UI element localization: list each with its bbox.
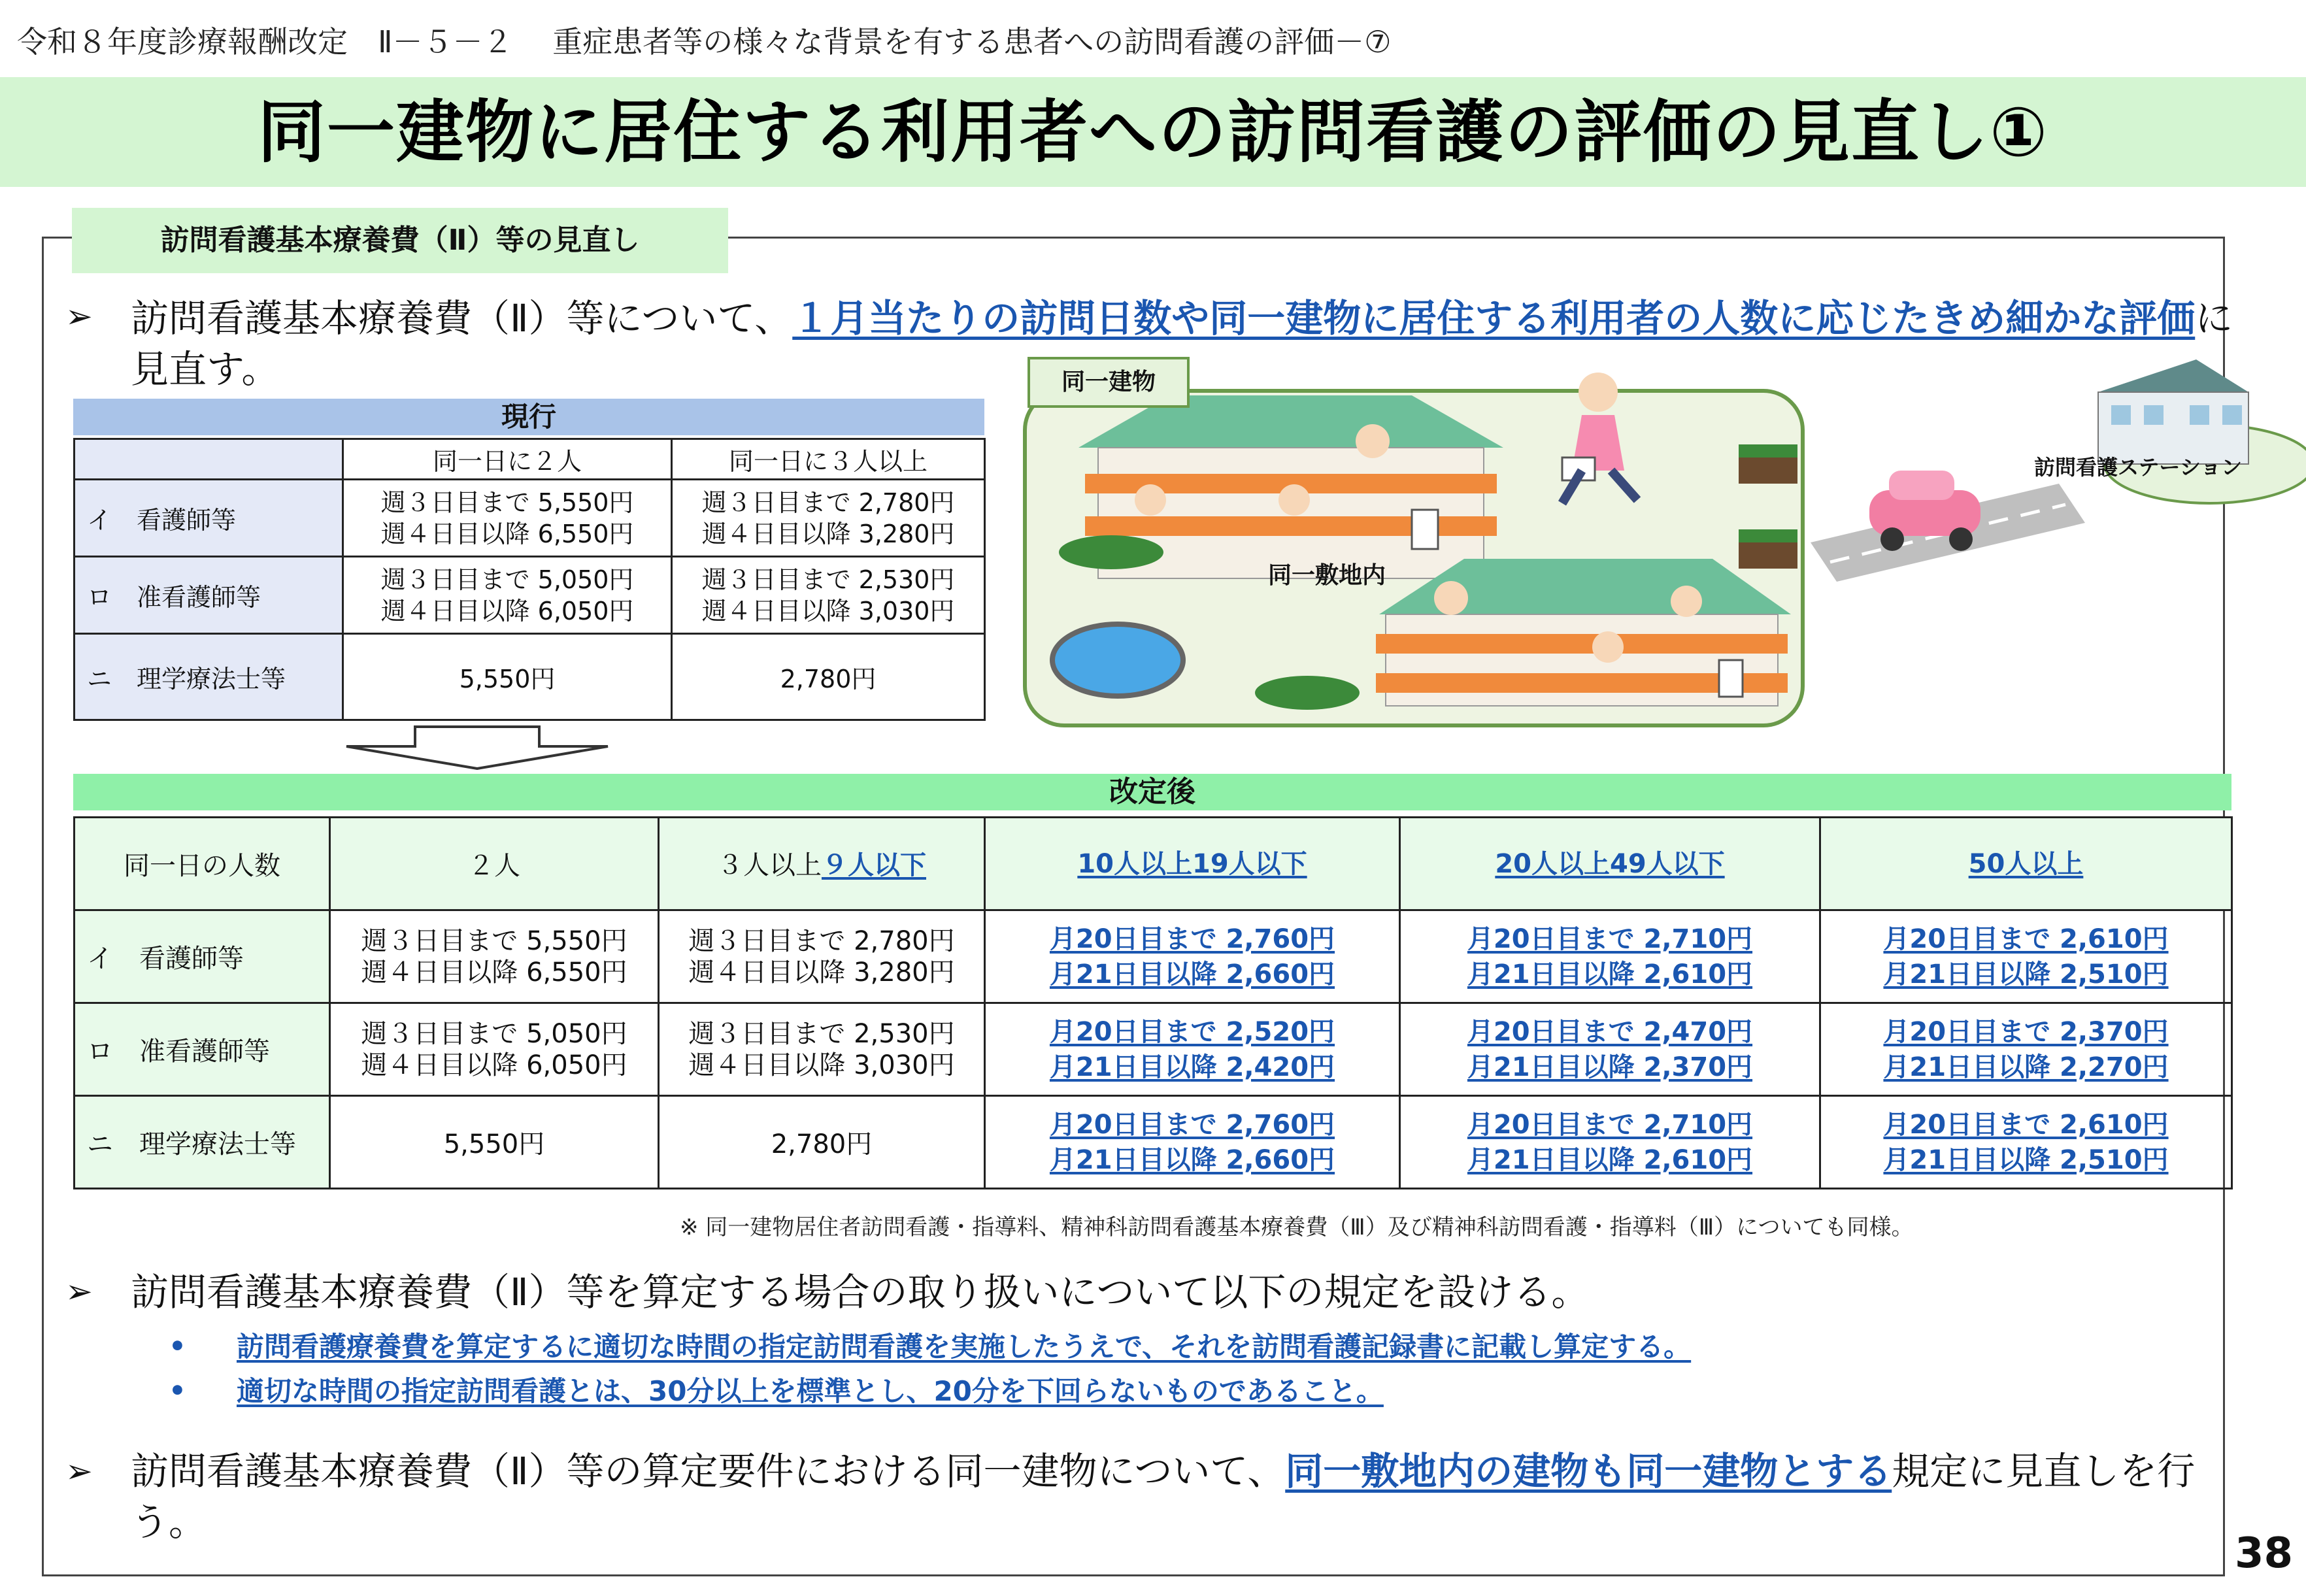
new-header-2: ２人 [330,818,659,910]
station-label: 訪問看護ステーション [2034,455,2243,480]
table-cell: 月20日目まで 2,710円 月21日目以降 2,610円 [1400,1096,1820,1189]
down-arrow-icon [343,725,611,770]
current-table [73,438,986,721]
table-cell: 月20日目まで 2,610円 月21日目以降 2,510円 [1820,1096,2232,1189]
row-label: イ 看護師等 [75,910,330,1003]
row-label: ロ 准看護師等 [75,1003,330,1096]
bullet-marker: ➢ [65,297,93,335]
new-table [73,816,2233,1189]
sub-bullet-marker: • [169,1330,186,1362]
current-header-empty [75,439,343,480]
bullet2-text: 訪問看護基本療養費（Ⅱ）等を算定する場合の取り扱いについて以下の規定を設ける。 [131,1270,1590,1314]
table-cell: 月20日目まで 2,370円 月21日目以降 2,270円 [1820,1003,2232,1096]
page-title: 同一建物に居住する利用者への訪問看護の評価の見直し① [257,92,2049,172]
table-row [75,634,985,720]
table-row [75,557,985,634]
table-cell: 月20日目まで 2,610円 月21日目以降 2,510円 [1820,910,2232,1003]
table-cell: 月20日目まで 2,710円 月21日目以降 2,610円 [1400,910,1820,1003]
bullet3-text: 訪問看護基本療養費（Ⅱ）等の算定要件における同一建物について、同一敷地内の建物も同一建物とする規定に見直しを行う。 [131,1449,2196,1544]
table-cell: 週３日目まで 5,050円 週４日目以降 6,050円 [343,557,672,634]
table-cell: 月20日目まで 2,470円 月21日目以降 2,370円 [1400,1003,1820,1096]
row-label: ニ 理学療法士等 [75,1096,330,1189]
table-cell: 月20日目まで 2,520円 月21日目以降 2,420円 [985,1003,1400,1096]
new-header-20-49: 20人以上49人以下 [1400,818,1820,910]
table-cell: 週３日目まで 2,530円 週４日目以降 3,030円 [659,1003,985,1096]
same-building-tag: 同一建物 [1028,357,1190,408]
table-cell: 週３日目まで 5,550円 週４日目以降 6,550円 [343,480,672,557]
breadcrumb: 令和８年度診療報酬改定 Ⅱ－５－２ 重症患者等の様々な背景を有する患者への訪問看護の評価－⑦ [17,24,1392,59]
table-cell: 月20日目まで 2,760円 月21日目以降 2,660円 [985,1096,1400,1189]
table-cell: 5,550円 [343,634,672,720]
bullet1-pre: 訪問看護基本療養費（Ⅱ）等について、 [131,296,793,341]
bullet-marker: ➢ [65,1272,93,1310]
table-cell: 2,780円 [659,1096,985,1189]
page-number: 38 [2234,1529,2293,1578]
bullet1-post: に見直す。 [131,296,2233,391]
same-site-label: 同一敷地内 [1268,562,1386,589]
row-label: イ 看護師等 [75,480,343,557]
current-header-2: 同一日に２人 [343,439,672,480]
bullet2-sub1: 訪問看護療養費を算定するに適切な時間の指定訪問看護を実施したうえで、それを訪問看護記録書に記載し算定する。 [237,1331,1692,1363]
new-header-50: 50人以上 [1820,818,2232,910]
table-cell: 週３日目まで 5,550円 週４日目以降 6,550円 [330,910,659,1003]
table-row [75,910,2232,1003]
table-cell: 5,550円 [330,1096,659,1189]
new-header-10-19: 10人以上19人以下 [985,818,1400,910]
section-tab: 訪問看護基本療養費（Ⅱ）等の見直し [72,208,728,273]
table-cell: 週３日目まで 2,530円 週４日目以降 3,030円 [672,557,985,634]
bullet2-sub2: 適切な時間の指定訪問看護とは、30分以上を標準とし、20分を下回らないものであること。 [237,1375,1384,1407]
table-note: ※ 同一建物居住者訪問看護・指導料、精神科訪問看護基本療養費（Ⅲ）及び精神科訪問看護・指導料（Ⅲ）についても同様。 [680,1214,1914,1240]
bullet1-highlight: １月当たりの訪問日数や同一建物に居住する利用者の人数に応じたきめ細かな評価 [792,296,2196,341]
new-band: 改定後 [73,774,2231,810]
illustration [1020,353,2306,732]
table-row [75,1096,2232,1189]
bullet-marker: ➢ [65,1452,93,1490]
table-cell: 週３日目まで 5,050円 週４日目以降 6,050円 [330,1003,659,1096]
table-cell: 2,780円 [672,634,985,720]
current-header-3: 同一日に３人以上 [672,439,985,480]
row-label: ロ 准看護師等 [75,557,343,634]
new-header-count: 同一日の人数 [75,818,330,910]
table-cell: 月20日目まで 2,760円 月21日目以降 2,660円 [985,910,1400,1003]
illustration-graphic [1020,353,2306,732]
table-cell: 週３日目まで 2,780円 週４日目以降 3,280円 [659,910,985,1003]
current-band: 現行 [73,399,984,435]
sub-bullet-marker: • [169,1374,186,1406]
table-cell: 週３日目まで 2,780円 週４日目以降 3,280円 [672,480,985,557]
table-row [75,1003,2232,1096]
row-label: ニ 理学療法士等 [75,634,343,720]
new-header-3-9: ３人以上９人以下 [659,818,985,910]
table-row [75,480,985,557]
